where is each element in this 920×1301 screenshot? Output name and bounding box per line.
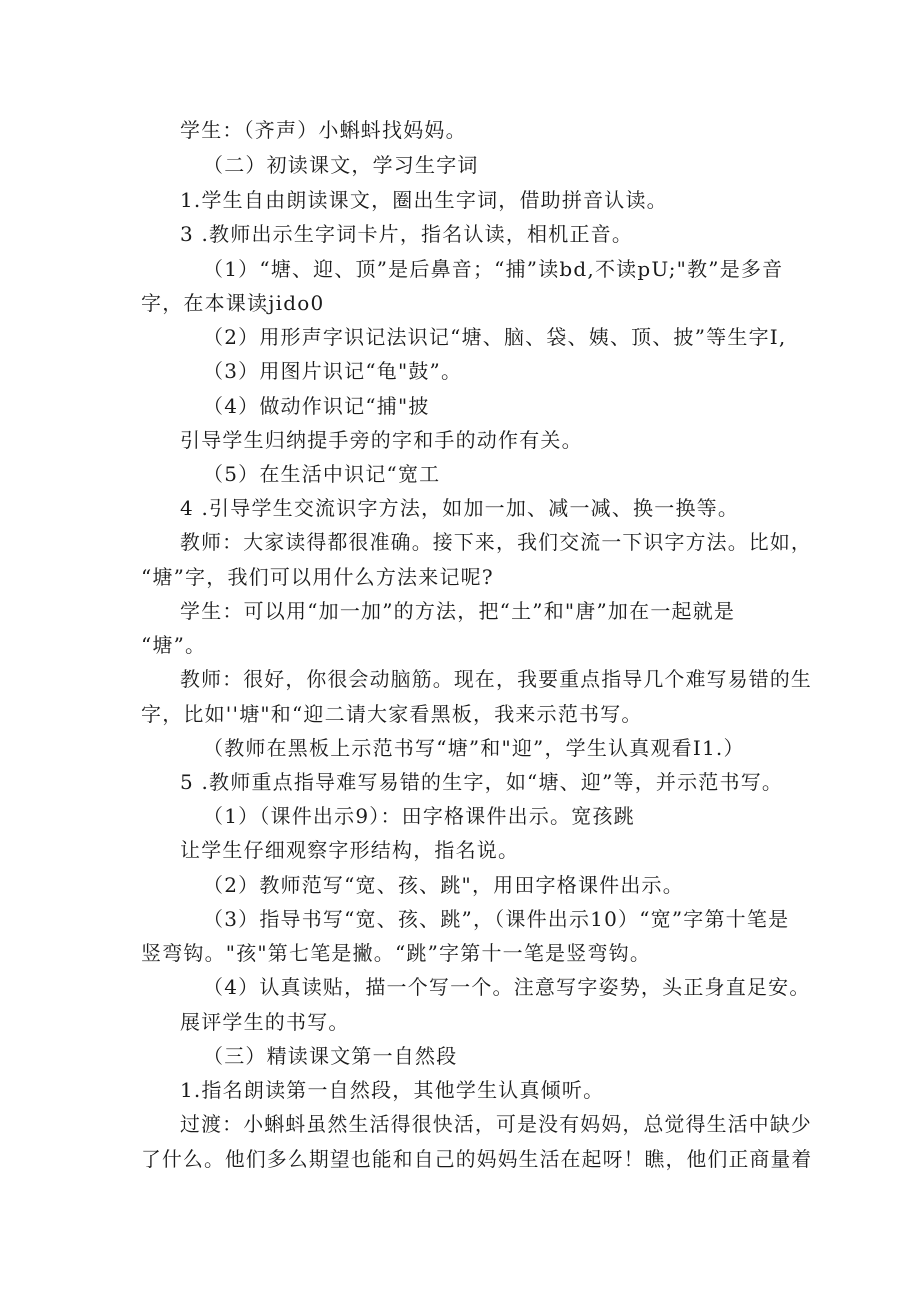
text-line: （3）指导书写“宽、孩、跳”，（课件出示10）“宽”字第十笔是 [203,907,790,931]
text-line: （5）在生活中识记“宽工 [203,462,441,486]
text-line: （1）“塘、迎、顶”是后鼻音；“捕”读bd,不读pU;"教”是多音 [203,257,784,281]
text-line: （4）认真读贴，描一个写一个。注意写字姿势，头正身直足安。 [203,975,811,999]
text-line: （2）用形声字识记法识记“塘、脑、袋、姨、顶、披”等生字I, [203,325,787,349]
section-heading: （二）初读课文，学习生字词 [203,153,479,177]
text-line: “塘”字，我们可以用什么方法来记呢? [141,565,494,589]
text-line: 1.学生自由朗读课文，圈出生字词，借助拼音认读。 [180,188,668,212]
text-line: 引导学生归纳提手旁的字和手的动作有关。 [180,428,583,452]
text-line: 学生：可以用“加一加”的方法，把“土”和"唐”加在一起就是 [180,599,736,623]
text-line: 4 .引导学生交流识字方法，如加一加、减一减、换一换等。 [180,496,740,520]
section-heading: （三）精读课文第一自然段 [203,1044,458,1068]
text-line: 学生：（齐声）小蝌蚪找妈妈。 [180,118,467,142]
text-line: 5 .教师重点指导难写易错的生字，如“塘、迎”等，并示范书写。 [180,770,784,794]
text-line: 3 .教师出示生字词卡片，指名认读，相机正音。 [180,222,634,246]
text-line: （1）（课件出示9）：田字格课件出示。宽孩跳 [203,804,635,828]
text-line: 教师：大家读得都很准确。接下来，我们交流一下识字方法。比如， [180,530,812,554]
text-line: 竖弯钩。"孩"第七笔是撇。“跳”字第十一笔是竖弯钩。 [141,941,652,965]
text-line: （4）做动作识记“捕"披 [203,394,430,418]
text-line: 展评学生的书写。 [180,1010,350,1034]
text-line: （2）教师范写“宽、孩、跳"，用田字格课件出示。 [203,873,684,897]
text-line: 字，在本课读jido0 [141,291,325,315]
text-line: “塘”。 [141,633,207,657]
text-line: 字，比如''塘"和“迎二请大家看黑板，我来示范书写。 [141,702,643,726]
text-line: 1.指名朗读第一自然段，其他学生认真倾听。 [180,1078,605,1102]
text-line: 让学生仔细观察字形结构，指名说。 [180,838,520,862]
text-line: 教师：很好，你很会动脑筋。现在，我要重点指导几个难写易错的生 [180,667,812,691]
text-line: 过渡：小蝌蚪虽然生活得很快活，可是没有妈妈，总觉得生活中缺少 [180,1112,812,1136]
text-line: 了什么。他们多么期望也能和自己的妈妈生活在起呀！瞧，他们正商量着 [141,1147,813,1171]
text-line: （3）用图片识记“龟"鼓”。 [203,359,463,383]
text-line: （教师在黑板上示范书写“塘”和"迎”，学生认真观看I1.） [203,736,745,760]
